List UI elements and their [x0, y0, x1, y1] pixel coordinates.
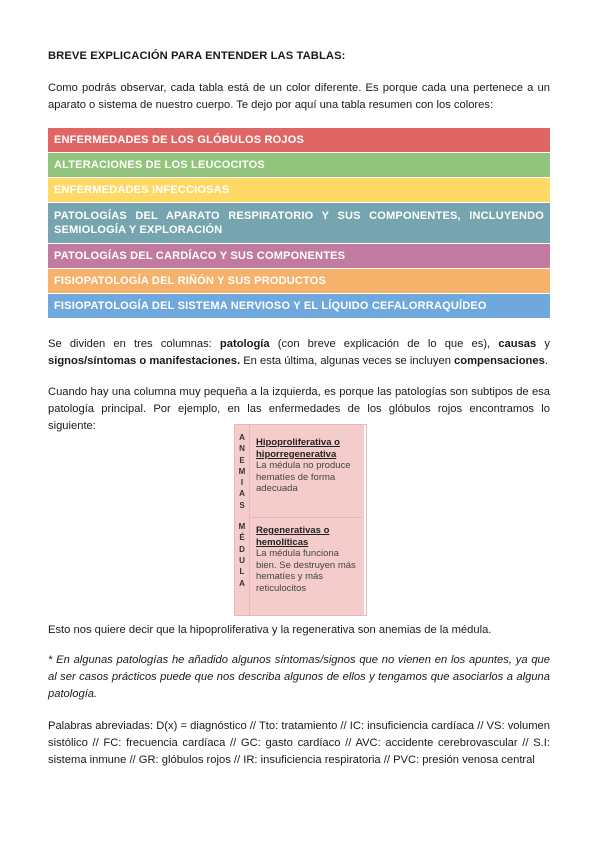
legend-kidney: FISIOPATOLOGÍA DEL RIÑÓN Y SUS PRODUCTOS [48, 269, 550, 293]
color-legend-table [48, 128, 550, 319]
vertical-letter: É [239, 533, 245, 543]
columns-paragraph [48, 336, 550, 370]
example-cell-text: La médula no produce hematíes de forma adecuada [256, 460, 351, 494]
intro-paragraph: Como podrás observar, cada tabla está de un color diferente. Es porque cada una pertenece a un aparato o sistema de nuestro cuerpo. Te dejo por aquí una tabla resumen con los colores: [48, 82, 550, 111]
legend-respiratory: PATOLOGÍAS DEL APARATO RESPIRATORIO Y SUS COMPONENTES, INCLUYENDO SEMIOLOGÍA Y EXPLORACIÓN [48, 203, 550, 243]
vertical-letter: I [240, 478, 244, 488]
columns-bold-pathology: patología [219, 338, 270, 350]
columns-bold-signs: signos/síntomas o manifestaciones. [48, 355, 241, 367]
columns-text-5: . [544, 355, 548, 367]
vertical-letter: A [239, 433, 245, 442]
example-right-border [364, 425, 366, 615]
example-cell-title: Regenerativas o hemolíticas [256, 525, 330, 548]
example-cell-text: La médula funciona bien. Se destruyen más hematíes y más reticulocitos [256, 548, 356, 594]
vertical-letter: M [238, 466, 246, 476]
example-cell-hypoproliferative [256, 437, 360, 495]
vertical-letter: N [239, 444, 245, 454]
example-divider [250, 517, 362, 518]
meaning-paragraph: Esto nos quiere decir que la hipoproliferativa y la regenerativa son anemias de la médula. [48, 624, 492, 636]
columns-bold-causes: causas [498, 338, 537, 350]
vertical-letter: L [239, 567, 245, 577]
legend-cardiac: PATOLOGÍAS DEL CARDÍACO Y SUS COMPONENTES [48, 244, 550, 268]
vertical-letter: S [239, 500, 245, 510]
note-paragraph: * En algunas patologías he añadido algunos síntomas/signos que no vienen en los apuntes, ya que al ser casos prácticos puede que nos describa algunos de ellos y tengamos que asociarlos a alguna patología. [48, 654, 550, 700]
columns-bold-compensations: compensaciones [454, 355, 545, 367]
abbreviations-paragraph: Palabras abreviadas: D(x) = diagnóstico // Tto: tratamiento // IC: insuficiencia cardíaca // VS: volumen sistólico // FC: frecuencia cardíaca // GC: gasto cardíaco // AVC: accidente cerebrovascular // S.I: sistema inmune // GR: glóbulos rojos // IR: insuficiencia respiratoria // PVC: presión venosa central [48, 720, 550, 766]
example-cell-title: Hipoproliferativa o hiporregenerativa [256, 437, 340, 460]
columns-text-3: y [536, 338, 550, 350]
vertical-letter: D [239, 544, 245, 554]
vertical-label-column [235, 425, 250, 615]
vertical-letter: M [238, 522, 246, 532]
legend-red-blood-cells: ENFERMEDADES DE LOS GLÓBULOS ROJOS [48, 128, 550, 152]
columns-text-1: Se dividen en tres columnas: [48, 338, 220, 350]
vertical-letter: A [239, 578, 245, 588]
vertical-letter: E [239, 455, 245, 465]
subtypes-paragraph: Cuando hay una columna muy pequeña a la izquierda, es porque las patologías son subtipos de esa patología principal. Por ejemplo, en las enfermedades de los glóbulos rojos encontramos lo siguiente: [48, 386, 550, 432]
columns-text-2: (con breve explicación de lo que es), [269, 338, 499, 350]
vertical-letter: U [239, 555, 245, 565]
vertical-letter: A [239, 489, 245, 499]
columns-text-4: En esta última, algunas veces se incluyen [240, 355, 455, 367]
legend-leukocytes: ALTERACIONES DE LOS LEUCOCITOS [48, 153, 550, 177]
legend-infectious: ENFERMEDADES INFECCIOSAS [48, 178, 550, 202]
page-title: BREVE EXPLICACIÓN PARA ENTENDER LAS TABLAS: [48, 50, 346, 62]
example-cell-regenerative [256, 525, 360, 594]
legend-nervous-system: FISIOPATOLOGÍA DEL SISTEMA NERVIOSO Y EL LÍQUIDO CEFALORRAQUÍDEO [48, 294, 550, 318]
example-anemia-table [234, 424, 367, 616]
